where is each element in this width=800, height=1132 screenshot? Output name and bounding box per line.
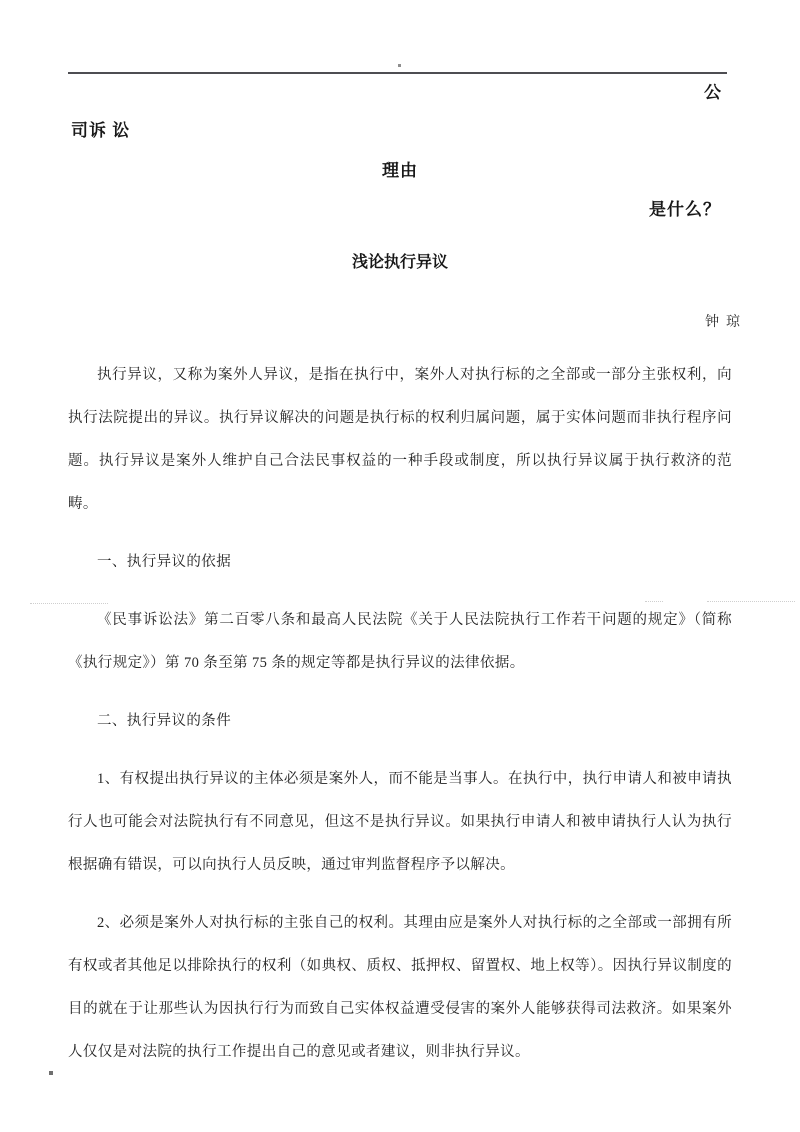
header-divider-line [68, 72, 727, 74]
paragraph-legal-basis: 《民事诉讼法》第二百零八条和最高人民法院《关于人民法院执行工作若干问题的规定》（简称《执行规定》）第 70 条至第 75 条的规定等都是执行异议的法律依据。 [68, 612, 732, 671]
page-title: 浅论执行异议 [351, 254, 448, 271]
paragraph-condition-2: 2、必须是案外人对执行标的主张自己的权利。其理由应是案外人对执行标的之全部或一部拥有所有权或者其他足以排除执行的权利（如典权、质权、抵押权、留置权、地上权等）。因执行异议制度的目的就在于让那些认为因执行行为而致自己实体权益遭受侵害的案外人能够获得司法救济。如果案外人仅仅是对法院的执行工作提出自己的意见或者建议，则非执行异议。 [68, 915, 732, 1060]
scan-speck-top [398, 64, 401, 67]
document-body [68, 354, 732, 1089]
paragraph-intro: 执行异议，又称为案外人异议，是指在执行中，案外人对执行标的之全部或一部分主张权利，向执行法院提出的异议。执行异议解决的问题是执行标的权利归属问题，属于实体问题而非执行程序问题。执行异议是案外人维护自己合法民事权益的一种手段或制度，所以执行异议属于执行救济的范畴。 [68, 367, 732, 512]
header-fragment-right: 是什么？ [649, 200, 721, 219]
paragraph-condition-1: 1、有权提出执行异议的主体必须是案外人，而不能是当事人。在执行中，执行申请人和被申请执行人也可能会对法院执行有不同意见，但这不是执行异议。如果执行申请人和被申请执行人认为执行根据确有错误，可以向执行人员反映，通过审判监督程序予以解决。 [68, 771, 732, 873]
header-fragment-left: 司诉 讼 [71, 121, 131, 140]
header-fragment-center: 理由 [382, 161, 418, 180]
section-heading-1: 一、执行异议的依据 [97, 554, 232, 570]
section-heading-2: 二、执行异议的条件 [97, 713, 232, 729]
header-fragment-top-right: 公 [704, 83, 722, 102]
scan-speck-bottom [49, 1071, 53, 1075]
author-name: 钟 琼 [705, 315, 740, 330]
